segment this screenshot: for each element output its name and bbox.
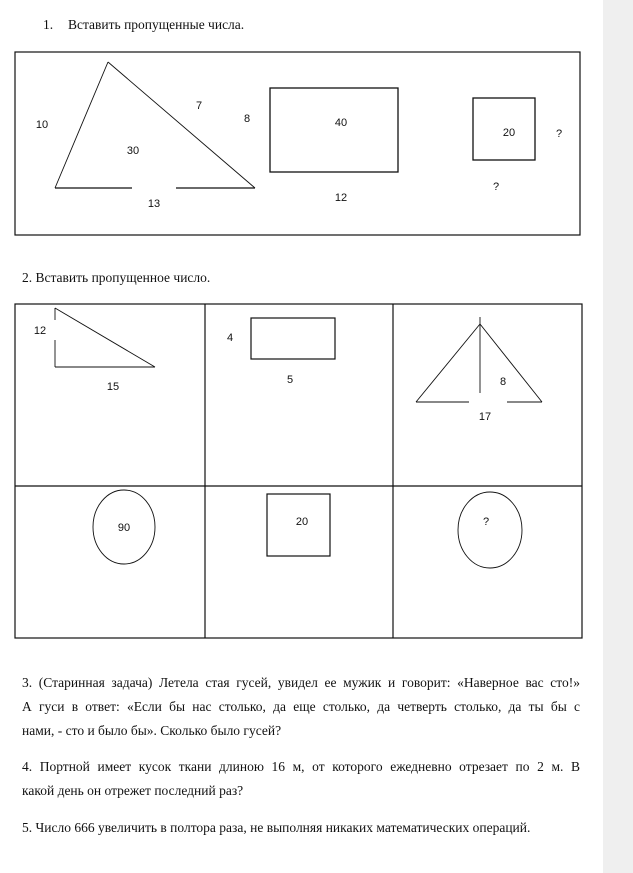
task1-number: 1. [43,17,54,32]
t1-triangle-base: 13 [147,198,161,210]
task2-heading: 2. Вставить пропущенное число. [22,270,211,285]
t1-rect-side: 8 [243,113,251,125]
t1-rect-area: 40 [334,117,348,129]
t1-square-base: ? [492,181,500,193]
t2-rt-base: 15 [106,381,120,393]
task2-grid [15,304,582,638]
task4-line-2: какой день он отрежет последний раз? [22,783,244,798]
t1-triangle-right: 7 [195,100,203,112]
task3-line-3: нами, - сто и было бы». Сколько было гусей? [22,723,282,738]
t2-rt-leg: 12 [33,325,47,337]
t1-triangle-left: 10 [35,119,49,131]
t2-rect-base: 5 [286,374,294,386]
t1-square-side: ? [555,128,563,140]
t2-tri-base: 17 [478,411,492,423]
t2-circle1-value: 90 [117,522,131,534]
task2-right-triangle [55,308,155,367]
task5-line-1: 5. Число 666 увеличить в полтора раза, не выполняя никаких математических операций. [22,820,531,835]
t1-square-area: 20 [502,127,516,139]
task4-line-1: 4. Портной имеет кусок ткани длиною 16 м, от которого ежедневно отрезает по 2 м. В [22,759,580,774]
task3-line-2: А гуси в ответ: «Если бы нас столько, да еще столько, да четверть столько, да ты бы с [22,699,580,714]
task3-line-1: 3. (Старинная задача) Летела стая гусей, увидел ее мужик и говорит: «Наверное вас сто!» [22,675,580,690]
t1-rect-base: 12 [334,192,348,204]
task2-rectangle [251,318,335,359]
t2-square-value: 20 [295,516,309,528]
task2-circle-2 [458,492,522,568]
task1-frame [15,52,580,235]
task1-heading: Вставить пропущенные числа. [68,17,245,32]
t2-rect-side: 4 [226,332,234,344]
task1-triangle [55,62,255,188]
task1-rectangle [270,88,398,172]
task2-triangle [416,317,542,402]
t2-tri-height: 8 [499,376,507,388]
t2-circle2-value: ? [482,516,490,528]
t1-triangle-area: 30 [126,145,140,157]
